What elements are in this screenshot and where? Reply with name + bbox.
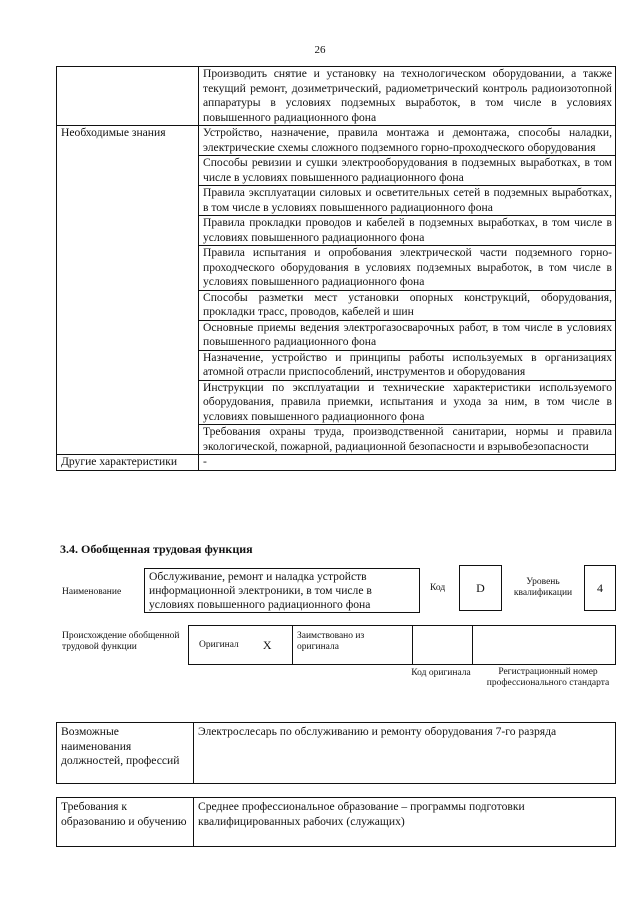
knowledge-item: Устройство, назначение, правила монтажа и демонтажа, способы наладки, электрические схемы сложного подземного горно-проходческого оборудования [199,126,616,156]
original-mark: X [262,637,272,652]
positions-table [56,722,616,784]
knowledge-item: Способы ревизии и сушки электрооборудования в подземных выработках, в том числе в условиях повышенного радиационного фона [199,156,616,186]
table-row [57,798,616,847]
knowledge-item: Инструкции по эксплуатации и технические характеристики используемого оборудования, правила приемки, испытания и ухода за ним, в том числе в условиях повышенного радиационного фона [199,380,616,425]
original-label: Оригинал [199,639,239,650]
knowledge-item: Основные приемы ведения электрогазосварочных работ, в том числе в условиях повышенного радиационного фона [199,320,616,350]
skills-table [56,66,616,471]
knowledge-item: Правила прокладки проводов и кабелей в подземных выработках, в том числе в условиях повышенного радиационного фона [199,216,616,246]
table-row [57,67,616,126]
page-number: 26 [314,44,326,56]
code-value: D [459,565,502,611]
education-table [56,797,616,847]
name-label: Наименование [62,587,122,597]
knowledge-item: Способы разметки мест установки опорных конструкций, оборудования, прокладки трасс, проводов, кабелей и шин [199,290,616,320]
knowledge-item: Правила эксплуатации силовых и осветительных сетей в подземных выработках, в том числе в условиях повышенного радиационного фона [199,186,616,216]
original-cell [188,625,292,665]
level-label: Уровень квалификации [513,577,573,598]
knowledge-item: Назначение, устройство и принципы работы используемых в организациях атомной отрасли приспособлений, инструментов и оборудования [199,350,616,380]
education-value: Среднее профессиональное образование – программы подготовки квалифицированных рабочих (служащих) [194,798,616,847]
positions-value: Электрослесарь по обслуживанию и ремонту оборудования 7-го разряда [194,723,616,784]
other-value: - [199,455,616,471]
code-original-label: Код оригинала [411,668,471,678]
reg-number-label: Регистрационный номер профессионального стандарта [486,667,610,688]
section-title: 3.4. Обобщенная трудовая функция [60,542,253,556]
knowledge-item: Требования охраны труда, производственной санитарии, нормы и правила экологической, пожарной, радиационной безопасности и взрывобезопасности [199,425,616,455]
table-cell-empty [57,67,199,126]
table-row [57,455,616,471]
origin-grid [188,625,616,665]
other-label: Другие характеристики [57,455,199,471]
table-cell-text: Производить снятие и установку на технологическом оборудовании, а также текущий ремонт, дозиметрический, радиометрический контроль радиоизотопной аппаратуры в условиях подземных выработок, в том числе в условиях повышенного радиационного фона [199,67,616,126]
table-row [57,723,616,784]
reg-number-cell [472,625,616,665]
education-label: Требования к образованию и обучению [57,798,194,847]
table-row [57,126,616,156]
level-value: 4 [584,565,616,611]
code-label: Код [430,583,446,593]
name-value: Обслуживание, ремонт и наладка устройств информационной электроники, в том числе в условиях повышенного радиационного фона [144,568,420,613]
code-original-cell [412,625,472,665]
borrowed-label: Заимствовано из оригинала [292,625,412,665]
origin-label: Происхождение обобщенной трудовой функции [62,631,180,652]
positions-label: Возможные наименования должностей, профессий [57,723,194,784]
knowledge-item: Правила испытания и опробования электрической части подземного горно-проходческого оборудования в условиях подземных выработок, в том числе в условиях повышенного радиационного фона [199,246,616,291]
knowledge-label: Необходимые знания [57,126,199,455]
